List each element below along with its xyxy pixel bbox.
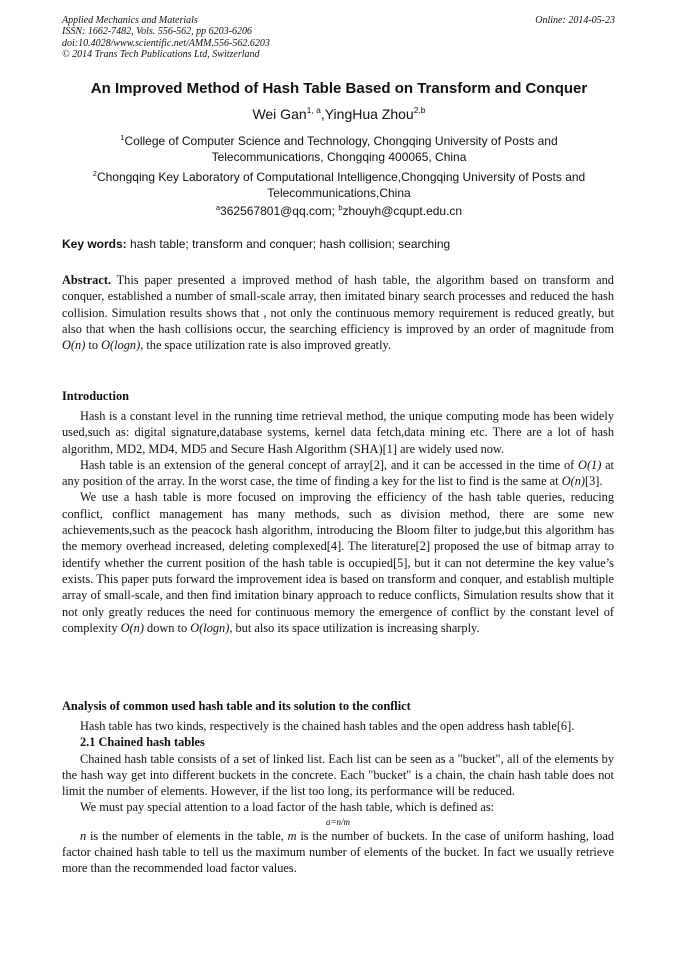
author-line xyxy=(0,105,678,122)
affiliation-1-sup: 1 xyxy=(120,133,125,142)
analysis-paragraph-2: Chained hash table consists of a set of linked list. Each list can be seen as a "bucket", all of the elements by the hash way get into different buckets in the concrete. Each "bucket" is a chain, the chain hash table does not limit the number of elements. However, if the list too long, its performance will be reduced. xyxy=(62,751,614,799)
analysis-heading: Analysis of common used hash table and its solution to the conflict xyxy=(62,699,411,713)
introduction-body xyxy=(62,408,614,636)
intro-paragraph-3 xyxy=(62,489,614,636)
intro-p3-on: O(n) xyxy=(120,620,144,635)
intro-paragraph-1: Hash is a constant level in the running time retrieval method, the unique computing mode has been widely used,such as: digital signature,database systems, kernel data fetch,data mining etc. There are a lot of hash algorithm, MD2, MD4, MD5 and Secure Hash Algorithm (SHA)[1] are widely used now. xyxy=(62,409,614,456)
chained-hash-subheading: 2.1 Chained hash tables xyxy=(80,735,205,750)
author-1-name: Wei Gan xyxy=(252,106,307,122)
author-1-sup: 1, a xyxy=(306,105,321,115)
author-2-name: YingHua Zhou xyxy=(324,106,414,122)
email-b: zhouyh@cqupt.edu.cn xyxy=(342,204,463,218)
email-line xyxy=(0,203,678,218)
intro-p2-text-b: at any position of the array. In the worst case, the time of finding a key for the list to find is the same at xyxy=(62,457,614,489)
affiliation-2-text: Chongqing Key Laboratory of Computational Intelligence,Chongqing University of Posts and Telecommunications,China xyxy=(96,170,586,200)
intro-p3-text-a: We use a hash table is more focused on improving the efficiency of the hash table queries, reducing conflict, conflict management has many methods, such as division method, there are some new achievements,such as the peacock hash algorithm, introducing the Bloom filter to judge,but this algorithm has the memory overhead increased, deleting complexed[4]. The literature[2] proposed the use of bitmap array to identify whether the current position of the hash table is occupied[5], but it can not determine the key value’s exists. This paper puts forward the improvement idea is based on transform and conquer, and establish multiple array of small-scale, and then find imitation binary approach to reduce conflicts, Simulation results show that it not only greatly reduces the need for continuous memory the emergence of conflict by the constant level of complexity xyxy=(62,490,614,635)
analysis-p4-text-b: is the number of buckets. In the case of uniform hashing, load factor chained hash table to tell us the maximum number of elements of the bucket. In fact we usually retrieve more than the recommended load factor values. xyxy=(62,828,614,876)
analysis-paragraph-4 xyxy=(62,828,614,877)
keywords-label: Key words: xyxy=(62,237,127,251)
intro-p3-text-b: down to xyxy=(143,620,191,635)
journal-header xyxy=(62,15,382,61)
journal-name: Applied Mechanics and Materials xyxy=(62,15,198,26)
affiliation-1-text: College of Computer Science and Technology, Chongqing University of Posts and Telecommunications, Chongqing 400065, China xyxy=(124,134,558,164)
introduction-heading: Introduction xyxy=(62,389,129,403)
abstract-text-2: , the space utilization rate is also improved greatly. xyxy=(140,338,391,353)
analysis-paragraph-1: Hash table has two kinds, respectively is the chained hash tables and the open address hash table[6]. xyxy=(80,719,575,733)
email-a: 362567801@qq.com; xyxy=(220,204,335,218)
var-m: m xyxy=(287,828,297,843)
abstract-to: to xyxy=(88,338,99,353)
analysis-p4-text-a: is the number of elements in the table, xyxy=(86,828,288,843)
abstract-complexity-on: O(n) xyxy=(62,338,86,353)
var-n: n xyxy=(80,828,87,843)
email-a-sup: a xyxy=(215,203,221,212)
intro-p2-on: O(n) xyxy=(561,474,585,489)
abstract xyxy=(62,272,614,353)
keywords-text: hash table; transform and conquer; hash collision; searching xyxy=(130,237,451,251)
paper-title: An Improved Method of Hash Table Based on Transform and Conquer xyxy=(90,80,588,97)
email-b-sup: b xyxy=(338,203,343,212)
intro-p2-text-a: Hash table is an extension of the general concept of array[2], and it can be accessed in the time of xyxy=(80,457,579,472)
analysis-paragraph-3: We must pay special attention to a load factor of the hash table, which is defined as: xyxy=(80,800,495,815)
affiliation-2 xyxy=(70,166,608,201)
issn-line: ISSN: 1662-7482, Vols. 556-562, pp 6203-6206 xyxy=(62,26,252,38)
doi-line: doi:10.4028/www.scientific.net/AMM.556-562.6203 xyxy=(62,37,270,49)
abstract-complexity-ologn: O(logn) xyxy=(101,338,141,353)
author-2-sup: 2,b xyxy=(413,105,426,115)
affiliation-1 xyxy=(70,130,608,165)
intro-paragraph-2 xyxy=(62,457,614,490)
keywords xyxy=(62,237,622,251)
analysis-body xyxy=(62,718,614,877)
intro-p3-ologn: O(logn) xyxy=(190,620,230,635)
abstract-label: Abstract. xyxy=(62,273,112,287)
intro-p3-text-c: , but also its space utilization is increasing sharply. xyxy=(229,620,480,635)
abstract-text-1: This paper presented a improved method of hash table, the algorithm based on transform and conquer, established a number of small-scale array, then imitated binary search processes and reduced the hash collision. Simulation results shows that , not only the continuous memory requirement is reduced greatly, but also that when the hash collisions occur, the searching efficiency is improved by an order of magnitude from xyxy=(62,273,614,336)
copyright-line: © 2014 Trans Tech Publications Ltd, Switzerland xyxy=(62,49,260,61)
intro-p2-o1: O(1) xyxy=(578,457,602,472)
load-factor-formula: a=n/m xyxy=(325,816,351,827)
author-separator: , xyxy=(320,106,325,122)
affiliation-2-sup: 2 xyxy=(92,169,97,178)
online-date: Online: 2014-05-23 xyxy=(535,15,615,26)
intro-p2-text-c: [3]. xyxy=(585,474,603,489)
